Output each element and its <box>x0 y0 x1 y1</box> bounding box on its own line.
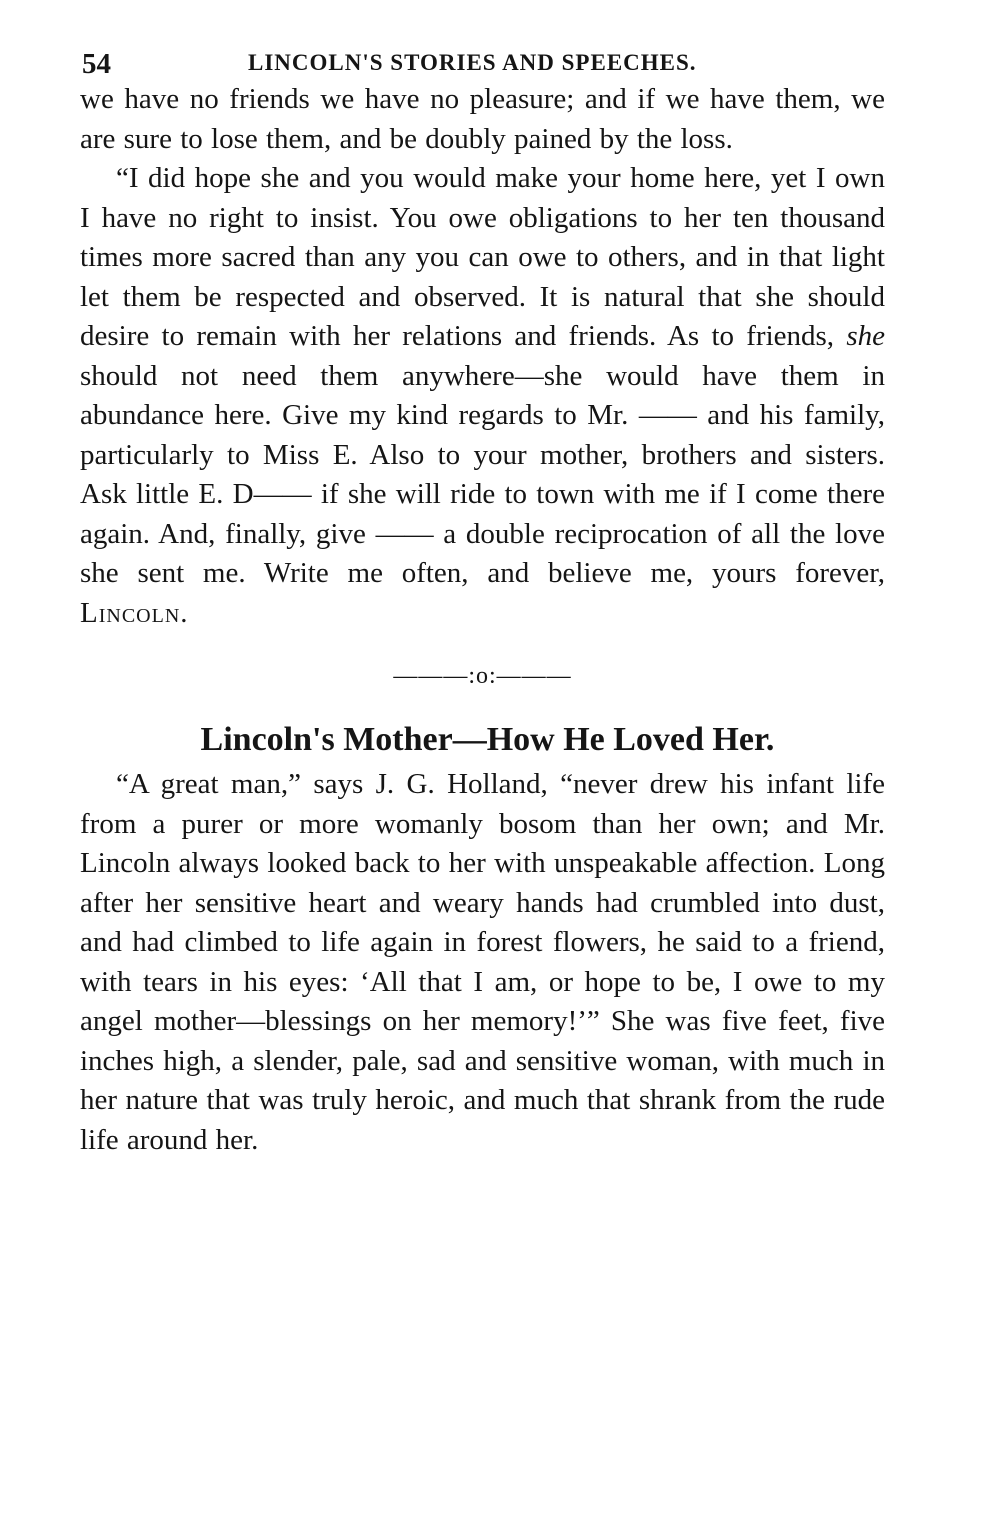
letter-paragraph-2-part-b: should not need them anywhere—she would have them in abundance here. Give my kind regards to Mr. —— and his family, particularly to Miss E. Also to your mother, brothers and sisters. Ask little E. D—— if she will ride to town with me if I come there again. And, finally, give —— a double reciprocation of all the love she sent me. Write me often, and believe me, yours forever, <box>80 359 885 589</box>
section-body <box>80 765 885 1160</box>
signature: Lincoln. <box>80 596 189 629</box>
letter-body <box>80 80 885 633</box>
letter-paragraph-2-part-a: “I did hope she and you would make your home here, yet I own I have no right to insist. You owe obligations to her ten thousand times more sacred than any you can owe to others, and in that light let them be respected and observed. It is natural that she should desire to remain with her relations and friends. As to friends, <box>80 162 885 352</box>
emphasized-word: she <box>846 320 886 352</box>
page-number: 54 <box>82 48 111 80</box>
running-title: LINCOLN'S STORIES AND SPEECHES. <box>248 50 697 75</box>
section-separator: ———:o:——— <box>393 663 572 689</box>
letter-paragraph-1: we have no friends we have no pleasure; and if we have them, we are sure to lose them, and be doubly pained by the loss. <box>80 83 885 155</box>
book-page <box>80 40 885 1160</box>
section-paragraph: “A great man,” says J. G. Holland, “never drew his infant life from a purer or more womanly bosom than her own; and Mr. Lincoln always looked back to her with unspeakable affection. Long after her sensitive heart and weary hands had crumbled into dust, and had climbed to life again in forest flowers, he said to a friend, with tears in his eyes: ‘All that I am, or hope to be, I owe to my angel mother—blessings on her memory!’” She was five feet, five inches high, a slender, pale, sad and sensitive woman, with much in her nature that was truly heroic, and much that shrank from the rude life around her. <box>80 768 885 1156</box>
section-heading: Lincoln's Mother—How He Loved Her. <box>200 721 775 758</box>
running-head <box>80 40 885 80</box>
letter-paragraph-2 <box>80 159 885 633</box>
